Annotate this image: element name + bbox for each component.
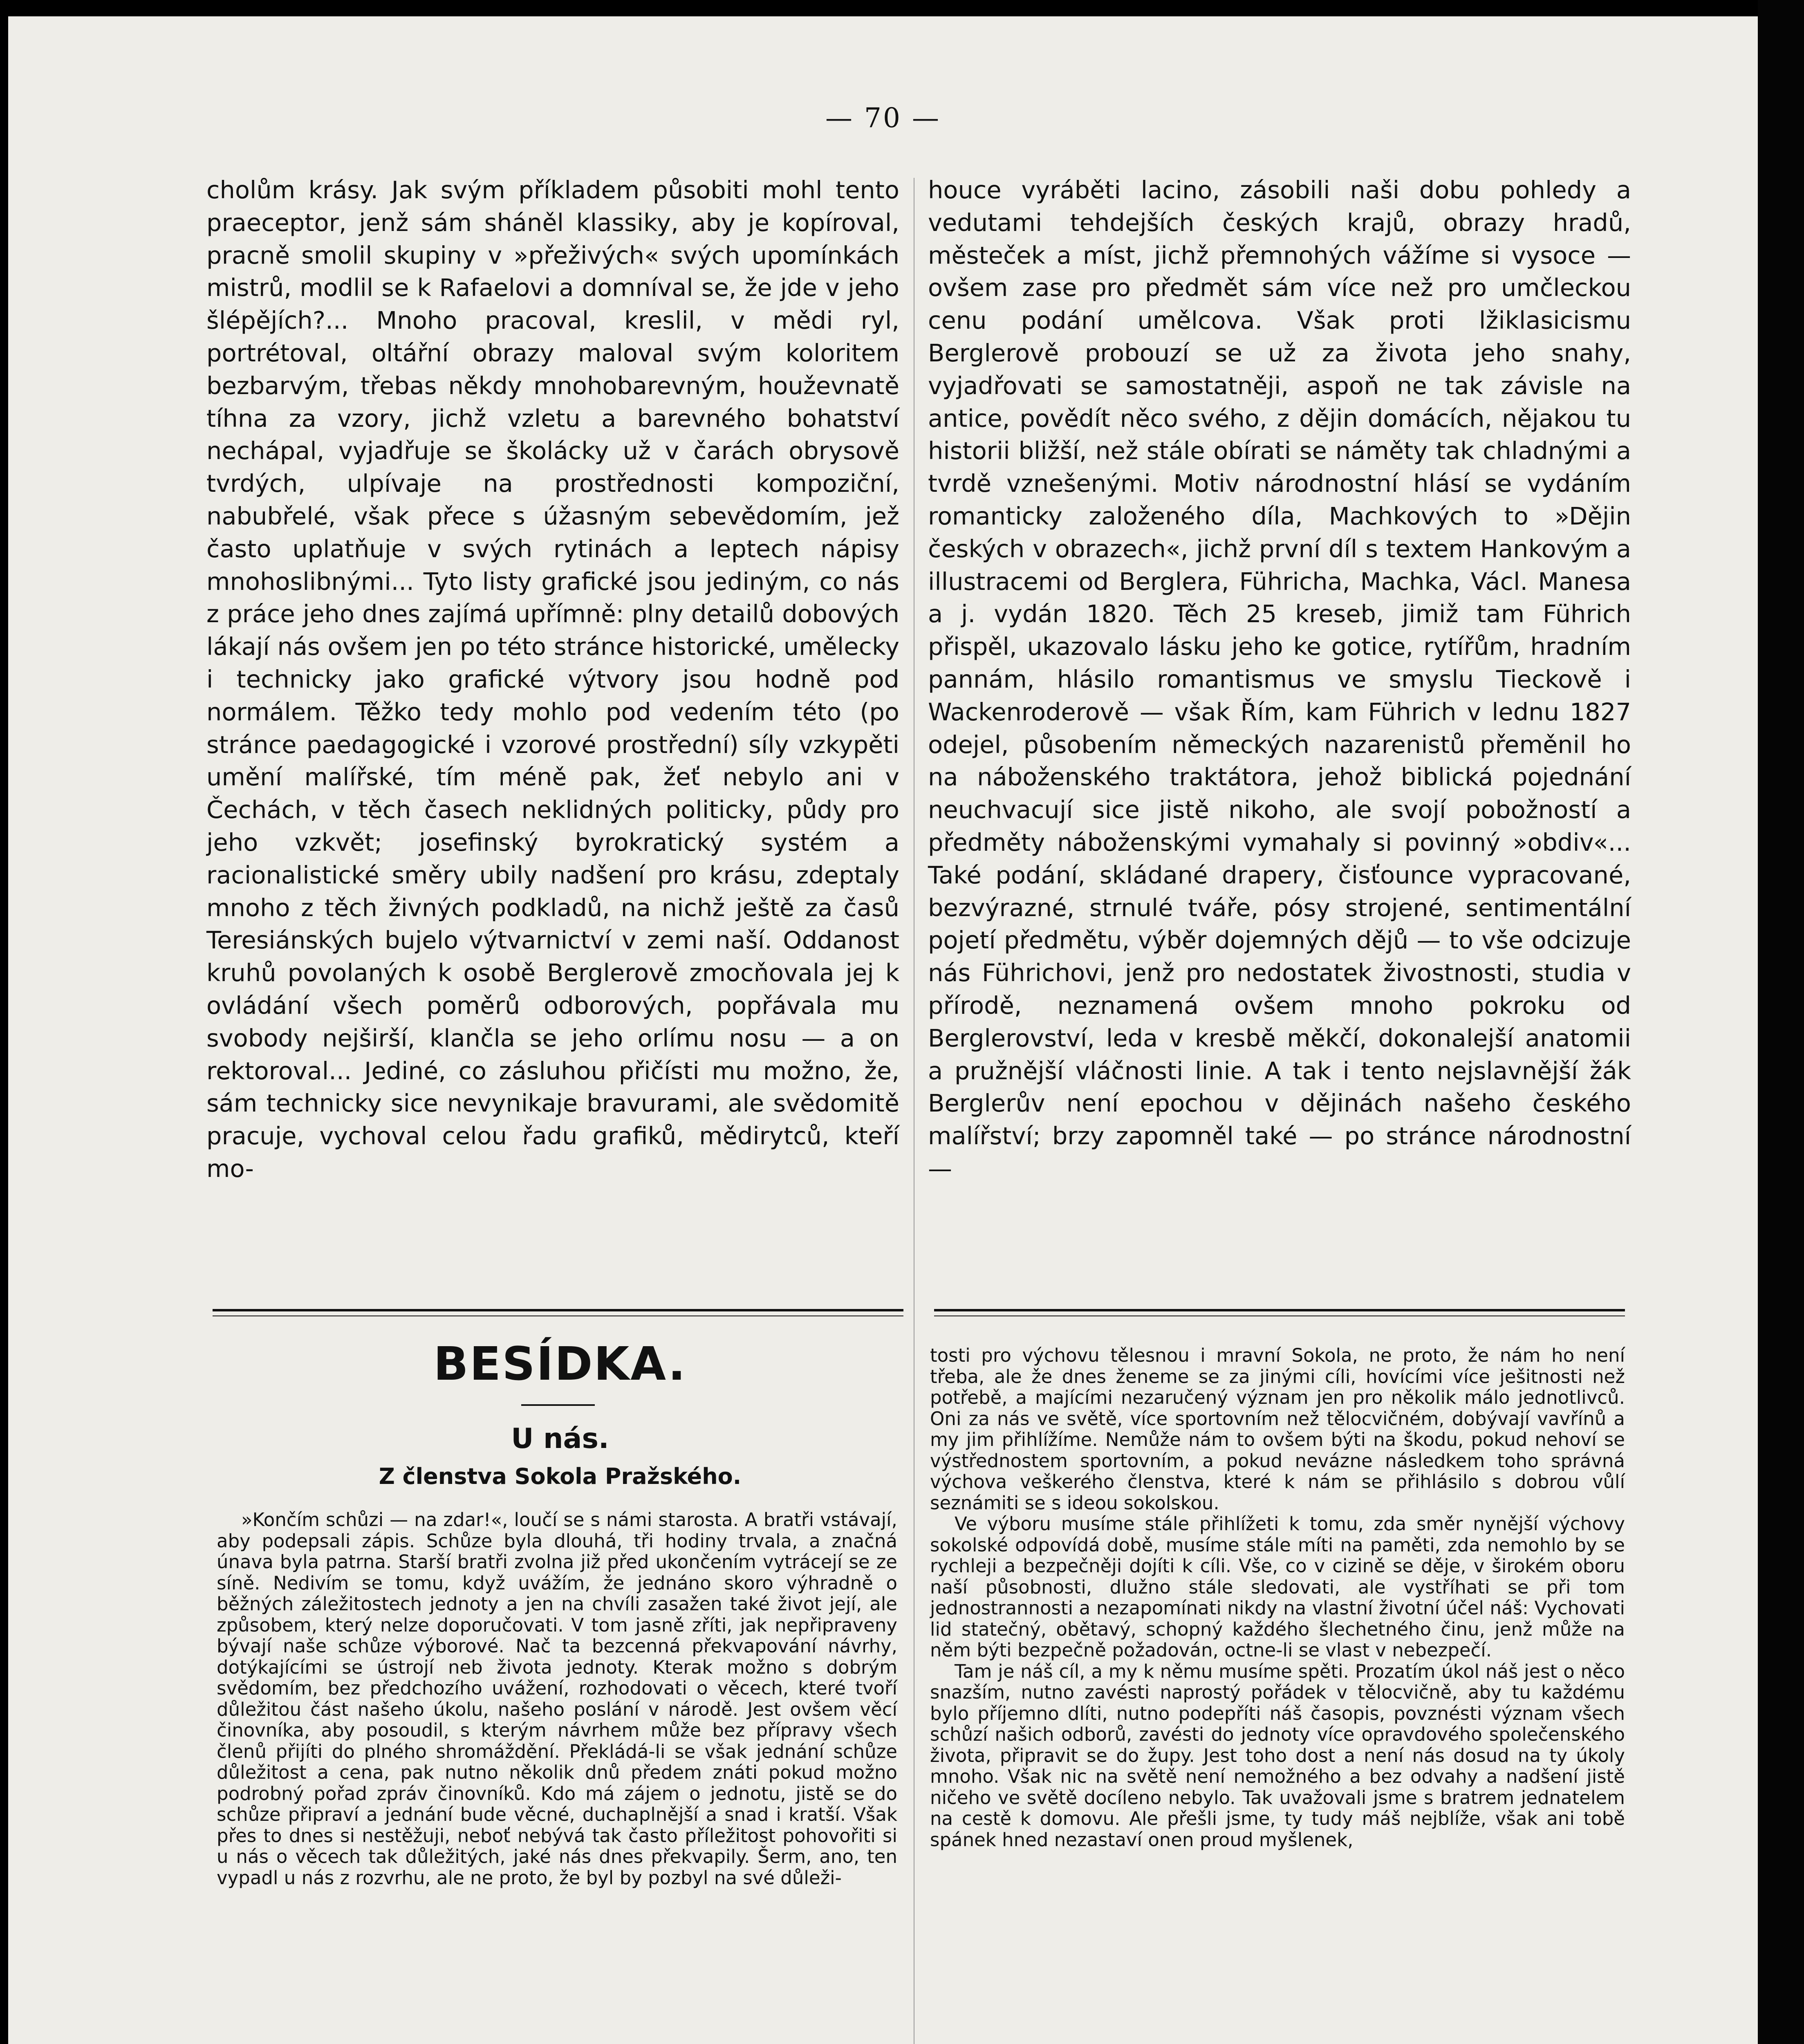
section-heading: BESÍDKA. [433,1338,687,1391]
top-right-column [928,174,1631,1286]
paragraph: Tam je náš cíl, a my k němu musíme spěti. Prozatím úkol náš jest o něco snazším, nutno zavésti naprostý pořádek v tělocvičně, aby tu každému bylo příjemno dlíti, nutno podepříti náš časopis, povznésti význam všech schůzí našich odborů, zavésti do jednoty více opravdového společenského života, připravit se do župy. Jest toho dost a není nás dosud na ty úkoly mnoho. Však nic na světě není nemožného a bez odvahy a nadšení jistě ničeho ve světě docíleno nebylo. Tak uvažovali jsme s bratrem jednatelem na cestě k domovu. Ale přešli jsme, ty tudy máš nejblíže, však ani tobě spánek hned nezastaví onen proud myšlenek, [930,1660,1625,1851]
top-right-text: houce vyráběti lacino, zásobili naši dobu pohledy a vedutami tehdejších českých krajů, obrazy hradů, městeček a míst, jichž přemnohých vážíme si vysoce — ovšem zase pro předmět sám více než pro umčleckou cenu podání umělcova. Však proti lžiklasicismu Berglerově probouzí se už za života jeho snahy, vyjadřovati se samostatněji, aspoň ne tak závisle na antice, povědít něco svého, z dějin domácích, nějakou tu historii bližší, než stále obírati se náměty tak chladnými a tvrdě vznešenými. Motiv národnostní hlásí se vydáním romanticky založeného díla, Machkových to »Dějin českých v obrazech«, jichž první díl s textem Hankovým a illustracemi od Berglera, Führicha, Machka, Václ. Manesa a j. vydán 1820. Těch 25 kreseb, jimiž tam Führich přispěl, ukazovalo lásku jeho ke gotice, rytířům, hradním pannám, hlásilo romantismus ve smyslu Tieckově i Wackenroderově — však Řím, kam Führich v lednu 1827 odejel, působením německých nazarenistů přeměnil ho na náboženského traktátora, jehož biblická pojednání neuchvacují sice jistě nikoho, ale svojí pobožností a předměty náboženskými vymahaly si povinný »obdiv«... Také podání, skládané drapery, čisťounce vypracované, bezvýrazné, strnulé tváře, pósy strojené, sentimentální pojetí předmětu, výběr dojemných dějů — to vše odcizuje nás Führichovi, jenž pro nedostatek živostnosti, studia v přírodě, neznamená ovšem mnoho pokroku od Berglerovství, leda v kresbě měkčí, dokonalejší anatomii a pružnější vláčnosti linie. A tak i tento nejslavnější žák Berglerův není epochou v dějinách našeho českého malířství; brzy zapomněl také — po stránce národnostní — [928,176,1631,1183]
top-left-column [206,174,899,1286]
section-rule-left [213,1309,903,1316]
article-title: U nás. [511,1423,609,1455]
newspaper-page [8,16,1758,2044]
article-subtitle: Z členstva Sokola Pražského. [379,1464,742,1489]
heading-underline [521,1404,595,1406]
bottom-left-column [217,1509,897,2044]
section-rule-right [934,1309,1625,1316]
paragraph: »Končím schůzi — na zdar!«, loučí se s námi starosta. A bratři vstávají, aby podepsali zápis. Schůze byla dlouhá, tři hodiny trvala, a značná únava byla patrna. Starší bratři zvolna již před ukončením vytrácejí se ze síně. Nedivím se tomu, když uvážím, že jednáno skoro výhradně o běžných záležitostech jednoty a jen na chvíli zasažen také život její, ale způsobem, který nelze doporučovati. V tom jasně zříti, jak nepřipraveny bývají naše schůze výborové. Nač ta bezcenná překvapování návrhy, dotýkajícími se ústrojí neb života jednoty. Kterak možno s dobrým svědomím, bez předchozího uvážení, rozhodovati o věcech, které tvoří důležitou část našeho úkolu, našeho poslání v národě. Jest ovšem věcí činovníka, aby posoudil, s kterým návrhem může bez přípravy všech členů přijíti do plného shromáždění. Překládá-li se však jednání schůze důležitost a cena, pak nutno několik dnů předem znáti pokud možno podrobný pořad zpráv činovníků. Kdo má zájem o jednotu, jistě se do schůze připraví a jednání bude věcné, duchaplnější a snad i kratší. Však přes to dnes si nestěžuji, neboť nebývá tak často příležitost pohovořiti si u nás o věcech tak důležitých, jaké nás dnes překvapily. Šerm, ano, ten vypadl u nás z rozvrhu, ale ne proto, že byl by pozbyl na své důleži- [217,1509,897,1889]
top-left-text: cholům krásy. Jak svým příkladem působiti mohl tento praeceptor, jenž sám sháněl klassiky, aby je kopíroval, pracně smolil skupiny v »přeživých« svých upomínkách mistrů, modlil se k Rafaelovi a domníval se, že jde v jeho šlépějích?... Mnoho pracoval, kreslil, v mědi ryl, portrétoval, oltářní obrazy maloval svým koloritem bezbarvým, třebas někdy mnohobarevným, houževnatě tíhna za vzory, jichž vzletu a barevného bohatství nechápal, vyjadřuje se školácky už v čarách obrysově tvrdých, ulpívaje na prostřednosti kompoziční, nabubřelé, však přece s úžasným sebevědomím, jež často uplatňuje v svých rytinách a leptech nápisy mnohoslibnými... Tyto listy grafické jsou jediným, co nás z práce jeho dnes zajímá upřímně: plny detailů dobových lákají nás ovšem jen po této stránce historické, umělecky i technicky jako grafické výtvory jsou hodně pod normálem. Těžko tedy mohlo pod vedením této (po stránce paedagogické i vzorové prostřední) síly vzkypěti umění malířské, tím méně pak, žeť nebylo ani v Čechách, v těch časech neklidných politicky, půdy pro jeho vzkvět; josefinský byrokratický systém a racionalistické směry ubily nadšení pro krásu, zdeptaly mnoho z těch živných podkladů, na nichž ještě za časů Teresiánských bujelo výtvarnictví v zemi naší. Oddanost kruhů povolaných k osobě Berglerově zmocňovala jej k ovládání všech poměrů odborových, popřávala mu svobody nejširší, klančla se jeho orlímu nosu — a on rektoroval... Jediné, co zásluhou přičísti mu možno, že, sám technicky sice nevynikaje bravurami, ale svědomitě pracuje, vychoval celou řadu grafiků, mědirytců, kteří mo- [206,176,899,1183]
page-number: — 70 — [825,102,941,134]
scan-edge [1758,0,1804,2044]
paragraph: tosti pro výchovu tělesnou i mravní Sokola, ne proto, že nám ho není třeba, ale že dnes ženeme se za jinými cíli, hovícími více ješitnosti než potřebě, a majícími nezaručený význam jen pro několik málo jednotlivců. Oni za nás ve světě, více sportovním než tělocvičném, dobývají vavřínů a my jim přihlížíme. Nemůže nám to ovšem býti na škodu, pokud nehoví se výstřednostem sportovním, a pokud nevázne následkem toho správná výchova veškerého členstva, které k nám se přihlásilo s dobrou vůlí seznámiti se s ideou sokolskou. [930,1345,1625,1514]
bottom-right-column [930,1345,1625,2044]
paragraph: Ve výboru musíme stále přihlížeti k tomu, zda směr nynější výchovy sokolské odpovídá době, musíme stále míti na paměti, zda nemohlo by se rychleji a bezpečněji dojíti k cíli. Vše, co v cizině se děje, v širokém oboru naší působnosti, dlužno stále sledovati, ale vystříhati se při tom jednostrannosti a nezapomínati nikdy na vlastní životní účel náš: Vychovati lid statečný, obětavý, schopný každého šlechetného činu, jenž může na něm býti bezpečně požadován, octne-li se vlast v nebezpečí. [930,1513,1625,1661]
